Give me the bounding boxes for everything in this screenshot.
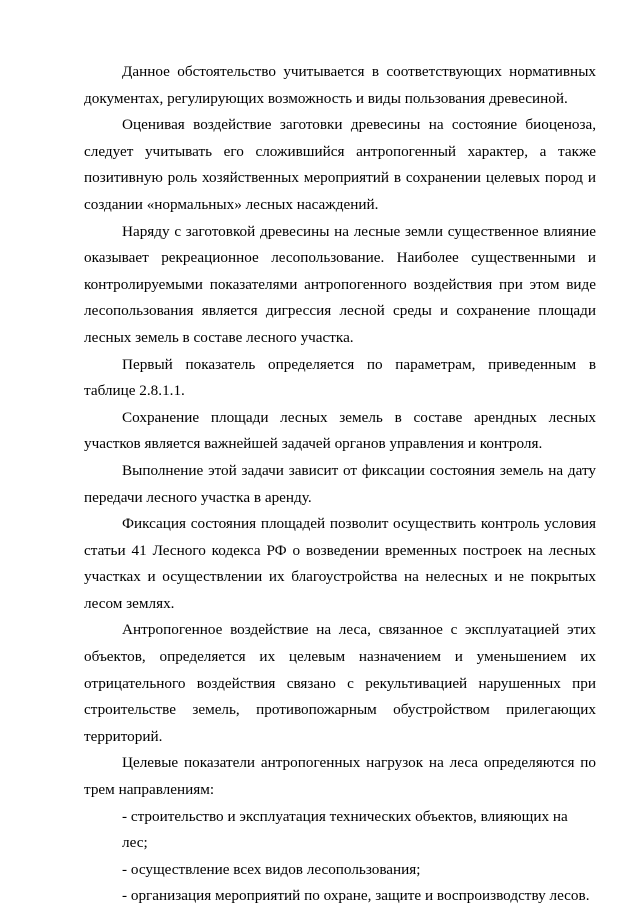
paragraph-land-state: Выполнение этой задачи зависит от фиксации состояния земель на дату передачи лесного участка в аренду. <box>84 461 596 506</box>
paragraph-first-indicator: Первый показатель определяется по параметрам, приведенным в таблице 2.8.1.1. <box>84 355 596 400</box>
paragraph-biocenosis: Оценивая воздействие заготовки древесины на состояние биоценоза, следует учитывать его сложившийся антропогенный характер, а также позитивную роль хозяйственных мероприятий в сохранении целевых пород и создании «нормальных» лесных насаждений. <box>84 116 596 213</box>
paragraph-regulation: Данное обстоятельство учитывается в соответствующих нормативных документах, регулирующих возможность и виды пользования древесиной. <box>84 63 596 107</box>
list-item-forest-use: - осуществление всех видов лесопользования; <box>122 860 421 878</box>
document-page <box>84 59 596 910</box>
list-item-construction: - строительство и эксплуатация технических объектов, влияющих на лес; <box>122 807 568 852</box>
paragraph-area-preservation: Сохранение площади лесных земель в составе арендных лесных участков является важнейшей задачей органов управления и контроля. <box>84 408 596 453</box>
paragraph-anthropogenic-impact: Антропогенное воздействие на леса, связанное с эксплуатацией этих объектов, определяется их целевым назначением и уменьшением их отрицательного воздействия связано с рекультивацией нарушенных при строительстве земель, противопожарным обустройством прилегающих территорий. <box>84 621 596 745</box>
paragraph-target-indicators: Целевые показатели антропогенных нагрузок на леса определяются по трем направлениям: <box>84 754 596 799</box>
paragraph-article-41: Фиксация состояния площадей позволит осуществить контроль условия статьи 41 Лесного кодекса РФ о возведении временных построек на лесных участках и осуществлении их благоустройства на нелесных и не покрытых лесом землях. <box>84 515 596 612</box>
paragraph-recreational-use: Наряду с заготовкой древесины на лесные земли существенное влияние оказывает рекреационное лесопользование. Наиболее существенными и контролируемыми показателями антропогенного воздействия при этом виде лесопользования является дигрессия лесной среды и сохранение площади лесных земель в составе лесного участка. <box>84 222 596 346</box>
list-item-protection: - организация мероприятий по охране, защите и воспроизводству лесов. <box>122 887 590 905</box>
